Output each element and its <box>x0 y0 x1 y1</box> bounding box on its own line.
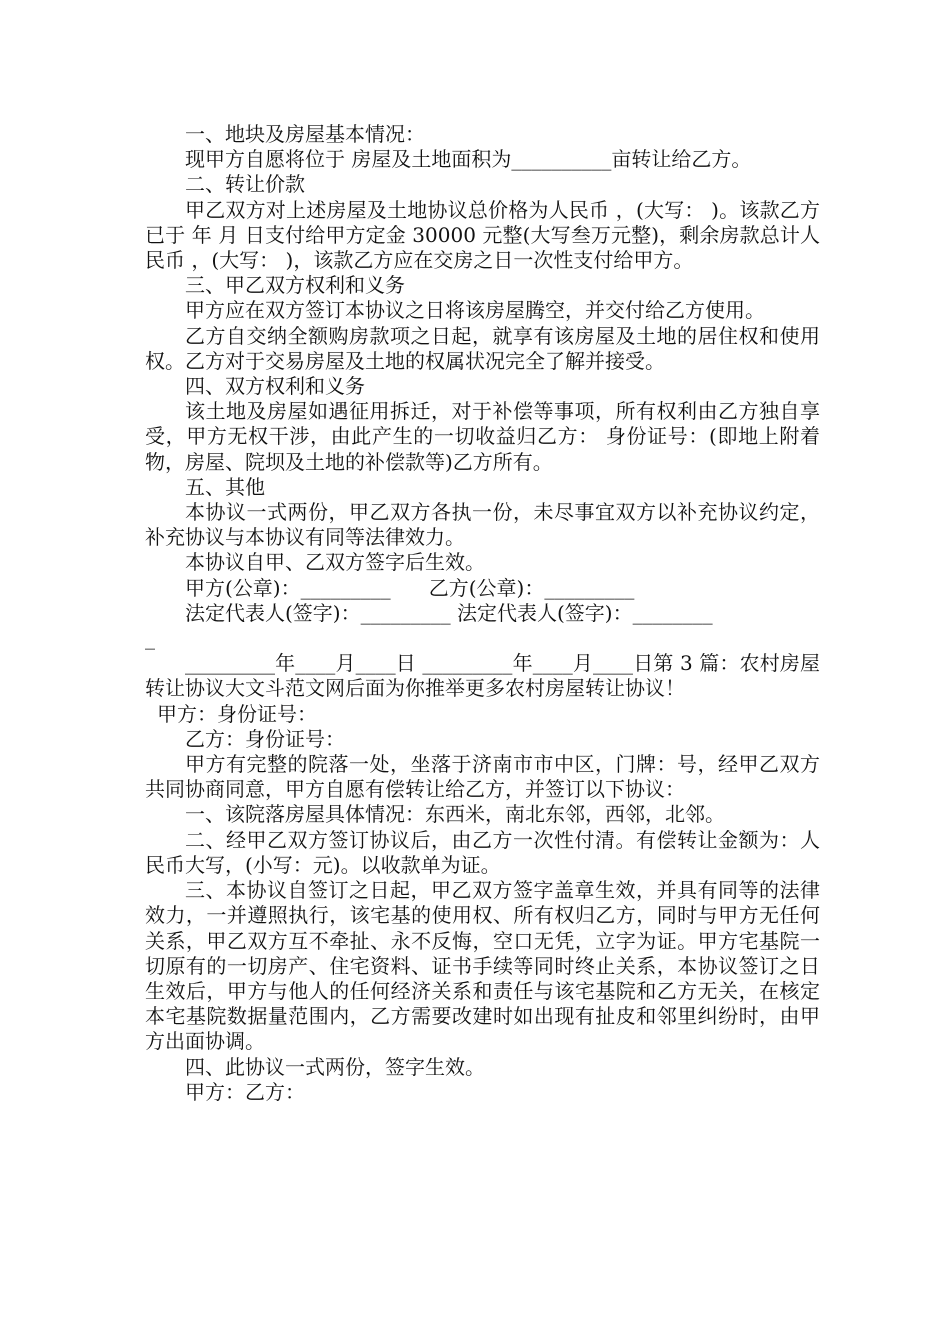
party-line: 甲方：乙方： <box>185 1079 305 1104</box>
clause: 一、该院落房屋具体情况：东西米，南北东邻，西邻，北邻。 <box>185 802 725 827</box>
clause: 三、本协议自签订之日起，甲乙双方签字盖章生效，并具有同等的法律效力，一并遵照执行，该宅基的使用权、所有权归乙方，同时与甲方无任何关系，甲乙双方互不牵扯、永不反悔，空口无凭，立字为证。甲方宅基院一切原有的一切房产、住宅资料、证书手续等同时终止关系，本协议签订之日生效后，甲方与他人的任何经济关系和责任与该宅基院和乙方无关，在核定本宅基院数据量范围内，乙方需要改建时如出现有扯皮和邻里纠纷时，由甲方出面协调。 <box>145 878 820 1054</box>
paragraph: 该土地及房屋如遇征用拆迁，对于补偿等事项，所有权利由乙方独自享受，甲方无权干涉，由此产生的一切收益归乙方： 身份证号：(即地上附着物，房屋、院坝及土地的补偿款等)乙方所有。 <box>145 399 820 474</box>
section-heading: 一、地块及房屋基本情况： <box>185 122 425 146</box>
clause: 四、此协议一式两份，签字生效。 <box>185 1054 485 1079</box>
signature-line: 甲方(公章)：_________ 乙方(公章)：_________ <box>185 575 635 600</box>
underscore-fragment: _ <box>145 626 155 651</box>
paragraph: 本协议一式两份，甲乙双方各执一份，未尽事宜双方以补充协议约定，补充协议与本协议有同等法律效力。 <box>145 500 820 550</box>
date-and-section-title: _________年____月____日 _________年____月____日第 3 篇：农村房屋转让协议大文斗范文网后面为你推举更多农村房屋转让协议！ <box>145 651 820 701</box>
paragraph: 本协议自甲、乙双方签字后生效。 <box>185 550 485 575</box>
clause: 二、经甲乙双方签订协议后，由乙方一次性付清。有偿转让金额为：人民币大写，(小写：元)。以收款单为证。 <box>145 827 820 877</box>
party-line: 甲方：身份证号： <box>157 701 317 726</box>
paragraph: 甲乙双方对上述房屋及土地协议总价格为人民币 ，(大写： )。该款乙方已于 年 月 日支付给甲方定金 30000 元整(大写叁万元整)，剩余房款总计人民币 ，(大写： )，该款乙方应在交房之日一次性支付给甲方。 <box>145 197 820 273</box>
section-heading: 三、甲乙双方权利和义务 <box>185 273 405 298</box>
paragraph: 乙方自交纳全额购房款项之日起，就享有该房屋及土地的居住权和使用权。乙方对于交易房屋及土地的权属状况完全了解并接受。 <box>145 323 820 373</box>
section-heading: 四、双方权利和义务 <box>185 374 365 399</box>
section-heading: 二、转让价款 <box>185 172 305 197</box>
paragraph: 甲方应在双方签订本协议之日将该房屋腾空，并交付给乙方使用。 <box>185 298 765 323</box>
signature-line: 法定代表人(签字)：_________ 法定代表人(签字)：________ <box>185 600 713 625</box>
paragraph: 现甲方自愿将位于 房屋及土地面积为__________亩转让给乙方。 <box>185 147 752 172</box>
party-line: 乙方：身份证号： <box>185 726 345 751</box>
document-body <box>145 122 820 1105</box>
paragraph: 甲方有完整的院落一处，坐落于济南市市中区，门牌：号，经甲乙双方共同协商同意，甲方自愿有偿转让给乙方，并签订以下协议： <box>145 752 820 802</box>
section-heading: 五、其他 <box>185 474 265 499</box>
